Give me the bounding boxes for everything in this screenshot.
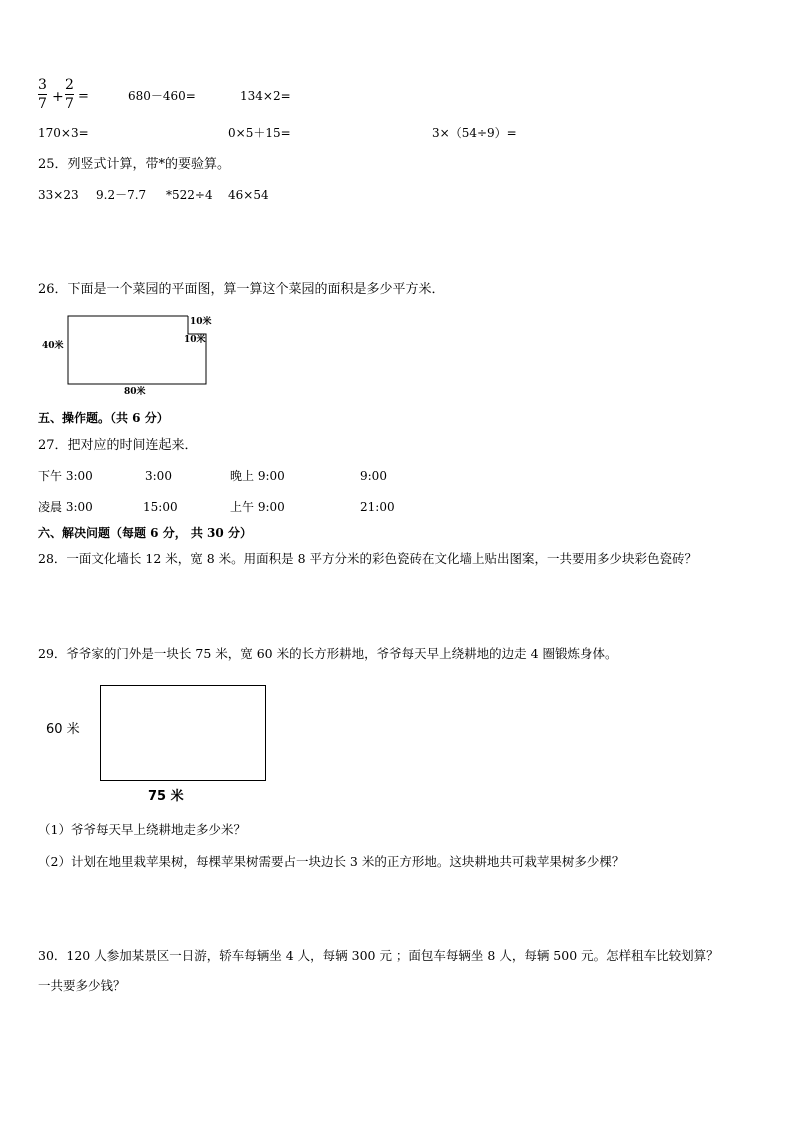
farmland-width-label: 60 米 xyxy=(46,722,80,737)
fraction-denominator: 7 xyxy=(65,96,74,112)
fraction-bar xyxy=(38,94,47,95)
fraction-bar xyxy=(65,94,74,95)
section-five-heading: 五、操作题。（共 6 分） xyxy=(38,411,169,425)
question-28-text: 28．一面文化墙长 12 米，宽 8 米。用面积是 8 平方分米的彩色瓷砖在文化墙上贴出图案，一共要用多少块彩色瓷砖？ xyxy=(38,551,698,566)
section-six-heading: 六、解决问题（每题 6 分， 共 30 分） xyxy=(38,526,252,540)
vertical-calc-item: 46×54 xyxy=(228,188,269,202)
garden-plan-figure xyxy=(40,312,220,402)
vertical-calc-item: *522÷4 xyxy=(166,188,213,202)
question-29-sub1: （1）爷爷每天早上绕耕地走多少米？ xyxy=(38,822,246,837)
vertical-calc-item: 33×23 xyxy=(38,188,79,202)
fraction-numerator: 2 xyxy=(65,77,74,93)
expression-680-460: 680－460= xyxy=(128,89,196,103)
question-25-title: 25．列竖式计算，带*的要验算。 xyxy=(38,157,231,172)
question-26-title: 26．下面是一个菜园的平面图，算一算这个菜园的面积是多少平方米． xyxy=(38,282,445,297)
fraction-denominator: 7 xyxy=(38,96,47,112)
time-item: 21:00 xyxy=(360,500,395,514)
garden-notch-side-label: 10米 xyxy=(184,335,206,345)
fraction-three-sevenths xyxy=(38,78,47,111)
time-item: 9:00 xyxy=(360,469,387,483)
vertical-calc-item: 9.2－7.7 xyxy=(96,188,147,202)
expression-134x2: 134×2= xyxy=(240,89,291,103)
garden-bottom-label: 80米 xyxy=(124,387,146,397)
garden-left-label: 40米 xyxy=(42,341,64,351)
time-item: 3:00 xyxy=(145,469,172,483)
plus-sign: + xyxy=(52,89,64,105)
time-item: 下午 3:00 xyxy=(38,469,93,483)
expression-3x54div9: 3×（54÷9）= xyxy=(432,126,517,140)
time-item: 凌晨 3:00 xyxy=(38,500,93,514)
equals-sign: = xyxy=(78,89,89,104)
farmland-rectangle xyxy=(100,685,266,781)
expression-170x3: 170×3= xyxy=(38,126,89,140)
fraction-two-sevenths xyxy=(65,78,74,111)
question-29-text: 29．爷爷家的门外是一块长 75 米，宽 60 米的长方形耕地，爷爷每天早上绕耕地的边走 4 圈锻炼身体。 xyxy=(38,646,618,661)
time-item: 15:00 xyxy=(143,500,178,514)
question-29-sub2: （2）计划在地里栽苹果树，每棵苹果树需要占一块边长 3 米的正方形地。这块耕地共可栽苹果树多少棵？ xyxy=(38,854,625,869)
farmland-length-label: 75 米 xyxy=(148,789,184,804)
expression-0x5plus15: 0×5＋15= xyxy=(228,126,291,140)
question-30-line1: 30．120 人参加某景区一日游，轿车每辆坐 4 人，每辆 300 元 ；面包车每辆坐 8 人，每辆 500 元。怎样租车比较划算？ xyxy=(38,948,719,963)
time-item: 上午 9:00 xyxy=(230,500,285,514)
garden-notch-top-label: 10米 xyxy=(190,317,212,327)
question-27-title: 27．把对应的时间连起来． xyxy=(38,438,198,453)
question-30-line2: 一共要多少钱？ xyxy=(38,978,126,993)
time-item: 晚上 9:00 xyxy=(230,469,285,483)
fraction-numerator: 3 xyxy=(38,77,47,93)
